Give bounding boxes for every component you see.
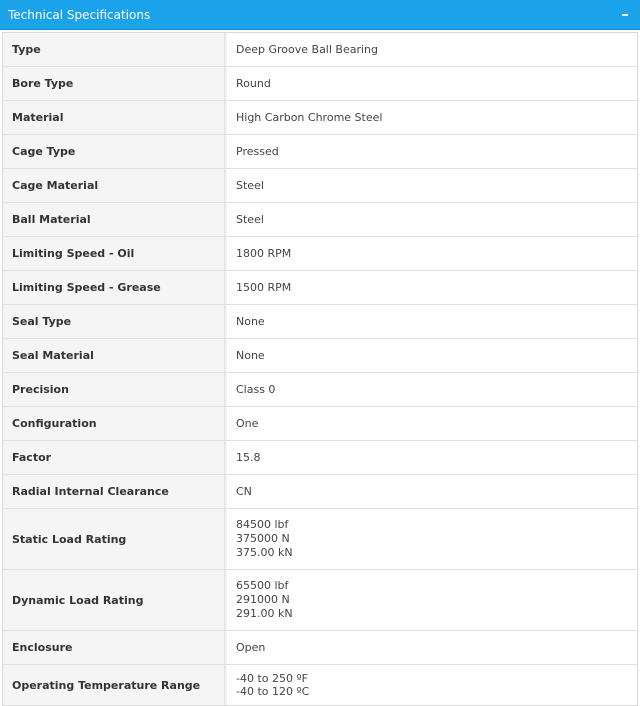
spec-label: Cage Type: [3, 135, 225, 168]
table-row: [3, 67, 637, 101]
spec-value: Deep Groove Ball Bearing: [225, 33, 637, 66]
spec-label: Factor: [3, 441, 225, 474]
spec-label: Bore Type: [3, 67, 225, 100]
spec-value: CN: [225, 475, 637, 508]
table-row: [3, 271, 637, 305]
table-row: [3, 339, 637, 373]
table-row: [3, 305, 637, 339]
panel-title: Technical Specifications: [8, 7, 151, 22]
spec-label: Operating Temperature Range: [3, 665, 225, 705]
spec-label: Seal Material: [3, 339, 225, 372]
spec-value: High Carbon Chrome Steel: [225, 101, 637, 134]
table-row: [3, 441, 637, 475]
minus-icon[interactable]: [618, 8, 632, 22]
spec-value: Class 0: [225, 373, 637, 406]
spec-value: One: [225, 407, 637, 440]
table-row: [3, 509, 637, 570]
spec-label: Type: [3, 33, 225, 66]
spec-label: Cage Material: [3, 169, 225, 202]
spec-value: None: [225, 339, 637, 372]
table-row: [3, 407, 637, 441]
spec-value: 15.8: [225, 441, 637, 474]
table-row: [3, 631, 637, 665]
spec-value: None: [225, 305, 637, 338]
spec-label: Limiting Speed - Grease: [3, 271, 225, 304]
spec-value: Round: [225, 67, 637, 100]
spec-label: Configuration: [3, 407, 225, 440]
spec-label: Precision: [3, 373, 225, 406]
spec-label: Seal Type: [3, 305, 225, 338]
table-row: [3, 135, 637, 169]
spec-label: Dynamic Load Rating: [3, 570, 225, 630]
spec-value: Pressed: [225, 135, 637, 168]
table-row: [3, 373, 637, 407]
spec-value: 65500 lbf 291000 N 291.00 kN: [225, 570, 637, 630]
spec-value: Steel: [225, 203, 637, 236]
spec-value: Steel: [225, 169, 637, 202]
table-row: [3, 203, 637, 237]
spec-label: Limiting Speed - Oil: [3, 237, 225, 270]
spec-label: Radial Internal Clearance: [3, 475, 225, 508]
spec-value: 1800 RPM: [225, 237, 637, 270]
table-row: [3, 33, 637, 67]
table-row: [3, 101, 637, 135]
spec-label: Enclosure: [3, 631, 225, 664]
table-row: [3, 570, 637, 631]
spec-label: Static Load Rating: [3, 509, 225, 569]
table-row: [3, 665, 637, 705]
table-row: [3, 475, 637, 509]
spec-value: -40 to 250 ºF -40 to 120 ºC: [225, 665, 637, 705]
specs-table: [2, 32, 638, 706]
spec-label: Ball Material: [3, 203, 225, 236]
spec-label: Material: [3, 101, 225, 134]
spec-value: Open: [225, 631, 637, 664]
table-row: [3, 169, 637, 203]
spec-value: 84500 lbf 375000 N 375.00 kN: [225, 509, 637, 569]
table-row: [3, 237, 637, 271]
spec-value: 1500 RPM: [225, 271, 637, 304]
panel-header[interactable]: [0, 0, 640, 30]
